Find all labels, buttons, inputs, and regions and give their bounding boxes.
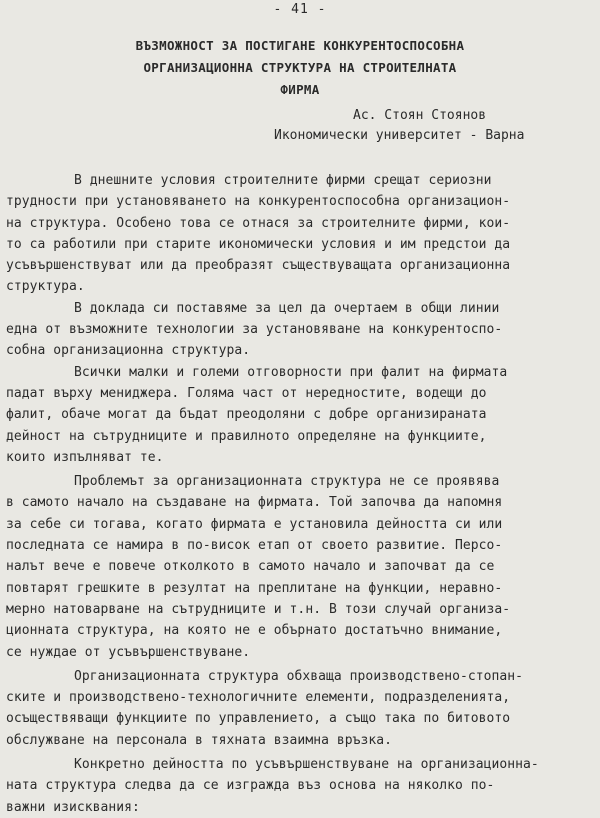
text-line: собна организационна структура. — [6, 343, 251, 359]
title-line-1: ВЪЗМОЖНОСТ ЗА ПОСТИГАНЕ КОНКУРЕНТОСПОСОБНА — [135, 38, 465, 53]
text-line: усъвършенствуват или да преобразят съществуващата организационна — [6, 258, 511, 274]
text-line: Проблемът за организационната структура не се проявява — [74, 474, 500, 490]
text-line: фалит, обаче могат да бъдат преодоляни с добре организираната — [6, 407, 487, 423]
text-line: В доклада си поставяме за цел да очертаем в общи линии — [74, 300, 500, 316]
page-number: - 41 - — [273, 2, 327, 17]
text-line: ционната структура, на която не е обърнато достатъчно внимание, — [6, 623, 503, 639]
author-name: Ас. Стоян Стоянов — [353, 108, 487, 123]
text-line: Всички малки и големи отговорности при фалит на фирмата — [74, 364, 508, 380]
text-line: мерно натоварване на сътрудниците и т.н. В този случай организа- — [6, 601, 511, 617]
text-line: които изпълняват те. — [6, 449, 164, 465]
text-line: Организационната структура обхваща производствено-стопан- — [74, 668, 523, 684]
text-line: важни изисквания: — [6, 799, 140, 815]
author-affiliation: Икономически университет - Варна — [274, 128, 525, 143]
text-line: се нуждае от усъвършенствуване. — [6, 644, 251, 660]
text-line: ските и производствено-технологичните елементи, подразделенията, — [6, 690, 511, 706]
text-line: повтарят грешките в резултат на преплитане на функции, неравно- — [6, 580, 503, 596]
text-line: осъществяващи функциите по управлението, а също така по битовото — [6, 711, 511, 727]
text-line: дейност на сътрудниците и правилното определяне на функциите, — [6, 428, 487, 444]
text-line: В днешните условия строителните фирми срещат сериозни — [74, 173, 492, 188]
title-line-2: ОРГАНИЗАЦИОННА СТРУКТУРА НА СТРОИТЕЛНАТА — [143, 60, 457, 75]
text-line: една от възможните технологии за установяване на конкурентоспо- — [6, 322, 503, 338]
text-line: на структура. Особено това се отнася за строителните фирми, кои- — [6, 215, 511, 231]
text-line: ната структура следва да се изгражда въз основа на няколко по- — [6, 778, 495, 794]
text-line: последната се намира в по-висок етап от своето развитие. Персо- — [6, 538, 503, 554]
text-line: Конкретно дейността по усъвършенствуване на организационна- — [74, 757, 539, 773]
text-line: трудности при установяването на конкурентоспособна организацион- — [6, 194, 511, 210]
text-line: за себе си тогава, когато фирмата е установила дейността си или — [6, 516, 503, 532]
text-line: налът вече е повече отколкото в самото начало и започват да се — [6, 559, 495, 575]
text-line: обслужване на персонала в тяхната взаимна връзка. — [6, 732, 392, 748]
text-line: структура. — [6, 279, 85, 295]
text-line: в самото начало на създаване на фирмата. Той започва да напомня — [6, 495, 503, 511]
text-line: падат върху мениджера. Голяма част от нередностите, водещи до — [6, 385, 487, 401]
title-line-3: ФИРМА — [280, 82, 320, 97]
body-text — [0, 170, 600, 818]
text-line: то са работили при старите икономически условия и им предстои да — [6, 236, 511, 252]
